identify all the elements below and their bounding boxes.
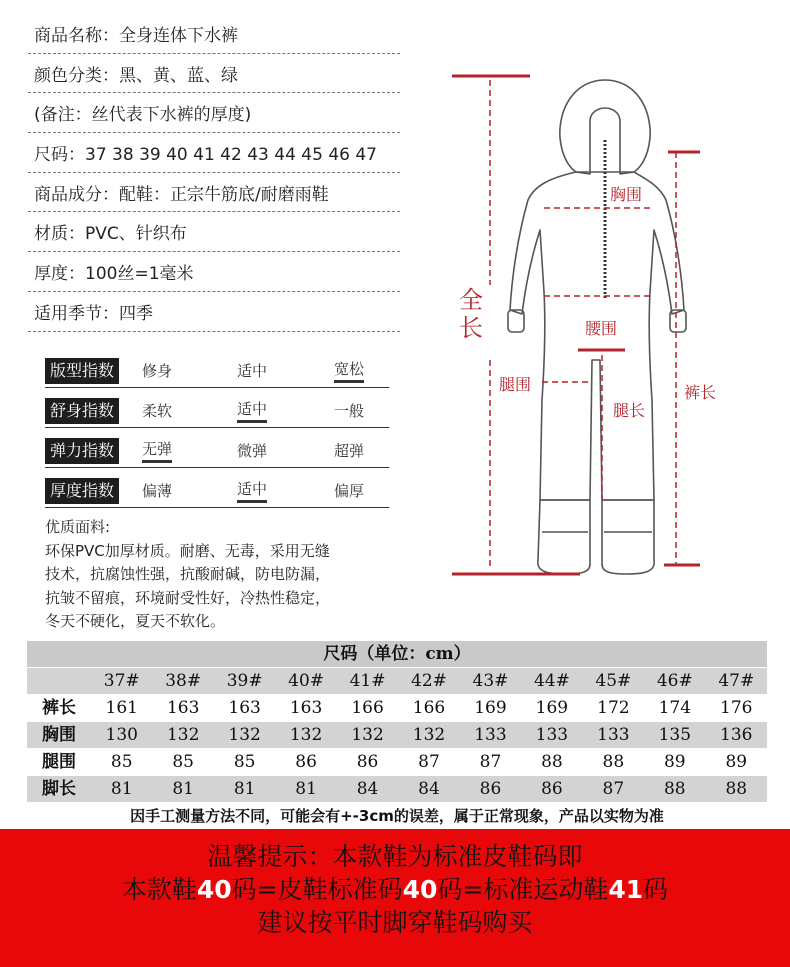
table-cell: 84: [418, 779, 440, 799]
size-header-cell: 46#: [656, 671, 693, 691]
banner-highlight: 40: [402, 875, 438, 904]
size-header-cell: 43#: [472, 671, 509, 691]
label-total-length: 全长: [459, 286, 483, 342]
table-cell: 81: [110, 779, 133, 799]
table-cell: 133: [597, 725, 630, 745]
table-cell: 174: [658, 698, 692, 718]
banner-line-2: [0, 873, 790, 906]
index-option: 偏薄: [142, 482, 173, 500]
size-table-title: 尺码（单位：cm）: [27, 641, 767, 667]
index-option: 适中: [237, 362, 268, 380]
size-header-cell: 39#: [226, 671, 263, 691]
table-cell: 169: [474, 698, 507, 718]
table-cell: 135: [658, 725, 692, 745]
table-cell: 89: [663, 752, 686, 772]
table-cell: 161: [105, 698, 138, 718]
table-cell: 88: [602, 752, 625, 772]
table-cell: 132: [412, 725, 446, 745]
divider: [45, 507, 389, 508]
index-option: 修身: [142, 362, 173, 380]
size-header-cell: 37#: [103, 671, 140, 691]
table-cell: 88: [725, 779, 748, 799]
table-cell: 88: [663, 779, 686, 799]
right-boot: [602, 500, 654, 574]
table-cell: 132: [351, 725, 384, 745]
banner-text: 码=皮鞋标准码: [231, 875, 403, 904]
fabric-description: [45, 516, 395, 634]
table-cell: 166: [412, 698, 446, 718]
index-label: 弹力指数: [45, 438, 119, 464]
banner-line-3: 建议按平时脚穿鞋码购买: [257, 908, 533, 937]
table-cell: 85: [172, 752, 194, 772]
size-header-cell: 38#: [165, 671, 202, 691]
banner-highlight: 40: [196, 875, 232, 904]
left-boot: [538, 500, 590, 574]
table-cell: 86: [541, 779, 563, 799]
index-option: 超弹: [334, 442, 365, 460]
banner-line-1: 温馨提示：本款鞋为标准皮鞋码即: [207, 842, 583, 871]
table-cell: 87: [418, 752, 440, 772]
table-cell: 88: [541, 752, 563, 772]
table-row: [27, 694, 767, 721]
label-thigh: 腿围: [499, 375, 532, 394]
size-header-corner: [27, 668, 91, 694]
table-cell: 87: [479, 752, 502, 772]
divider: [45, 387, 389, 388]
size-header-cell: 42#: [411, 671, 447, 691]
size-header-cell: 47#: [718, 671, 755, 691]
table-cell: 132: [228, 725, 261, 745]
info-row-material: 材质：PVC、针织布: [28, 212, 400, 252]
index-option: 一般: [334, 402, 365, 420]
index-label: 版型指数: [45, 358, 119, 384]
table-cell: 86: [356, 752, 379, 772]
label-waist: 腰围: [585, 319, 618, 338]
table-cell: 172: [597, 698, 630, 718]
table-row: [27, 721, 767, 748]
fabric-line: 冬天不硬化，夏天不软化。: [45, 612, 226, 630]
info-row-composition: 商品成分：配鞋：正宗牛筋底/耐磨雨鞋: [28, 173, 400, 213]
table-cell: 89: [725, 752, 748, 772]
row-label: 腿围: [42, 752, 76, 772]
index-option-selected: 适中: [237, 479, 267, 503]
banner-text: 码=标准运动鞋: [437, 875, 609, 904]
info-row-thickness: 厚度：100丝=1毫米: [28, 252, 400, 292]
info-row-season: 适用季节：四季: [28, 292, 400, 332]
info-row-colors: 颜色分类：黑、黄、蓝、绿: [28, 54, 400, 94]
index-label: 舒身指数: [45, 398, 119, 424]
label-leg-length: 腿长: [613, 401, 646, 420]
index-thickness: [45, 478, 389, 506]
info-row-sizes: 尺码：37 38 39 40 41 42 43 44 45 46 47: [28, 133, 400, 173]
table-cell: 85: [110, 752, 133, 772]
table-row: [27, 775, 767, 802]
index-option-selected: 适中: [237, 399, 267, 423]
index-comfort: [45, 398, 389, 426]
table-cell: 84: [356, 779, 379, 799]
size-table: [27, 641, 767, 830]
fabric-line: 技术，抗腐蚀性强，抗酸耐碱，防电防漏，: [45, 565, 331, 583]
index-fit: [45, 358, 389, 386]
size-table-note: 因手工测量方法不同，可能会有+-3cm的误差，属于正常现象，产品以实物为准: [27, 802, 767, 830]
fabric-line: 抗皱不留痕，环境耐受性好，冷热性稳定，: [45, 588, 331, 607]
index-option-selected: 无弹: [142, 439, 172, 463]
table-cell: 86: [295, 752, 317, 772]
table-cell: 132: [289, 725, 323, 745]
index-option: 偏厚: [334, 482, 365, 500]
index-label: 厚度指数: [45, 478, 119, 504]
table-row: [27, 748, 767, 775]
banner-highlight: 41: [608, 875, 644, 904]
hood-outline: [560, 80, 650, 174]
table-cell: 85: [233, 752, 256, 772]
size-header-row: [27, 667, 767, 694]
table-cell: 81: [233, 779, 256, 799]
table-cell: 133: [535, 725, 569, 745]
table-cell: 81: [295, 779, 317, 799]
table-cell: 169: [535, 698, 569, 718]
product-info-list: [28, 14, 400, 332]
table-cell: 87: [602, 779, 625, 799]
divider: [45, 427, 389, 428]
table-cell: 130: [105, 725, 138, 745]
size-header-cell: 44#: [533, 671, 570, 691]
size-header-cell: 41#: [349, 671, 386, 691]
index-elasticity: [45, 438, 389, 466]
size-header-cell: 45#: [595, 671, 632, 691]
label-pants-length: 裤长: [684, 383, 717, 402]
table-cell: 163: [289, 698, 323, 718]
size-header-cell: 40#: [288, 671, 325, 691]
row-label: 胸围: [42, 725, 76, 745]
index-option: 柔软: [142, 402, 173, 420]
row-label: 脚长: [42, 779, 76, 799]
table-cell: 133: [474, 725, 507, 745]
label-chest: 胸围: [610, 185, 643, 204]
table-cell: 176: [720, 698, 753, 718]
divider: [45, 467, 389, 468]
table-cell: 163: [228, 698, 261, 718]
info-row-name: 商品名称：全身连体下水裤: [28, 14, 400, 54]
index-option: 微弹: [237, 442, 268, 460]
info-row-note: (备注：丝代表下水裤的厚度): [28, 93, 400, 133]
row-label: 裤长: [42, 698, 76, 718]
table-cell: 163: [166, 698, 200, 718]
table-cell: 81: [172, 779, 194, 799]
fabric-line: 环保PVC加厚材质。耐磨、无毒，采用无缝: [45, 541, 330, 560]
banner-text: 码: [643, 875, 669, 904]
index-option-selected: 宽松: [334, 359, 364, 383]
table-cell: 132: [166, 725, 200, 745]
table-cell: 136: [720, 725, 753, 745]
table-cell: 86: [479, 779, 502, 799]
fabric-title: 优质面料:: [45, 518, 111, 536]
banner-text: 本款鞋: [121, 875, 197, 904]
table-cell: 166: [351, 698, 384, 718]
tip-banner: [0, 829, 790, 967]
